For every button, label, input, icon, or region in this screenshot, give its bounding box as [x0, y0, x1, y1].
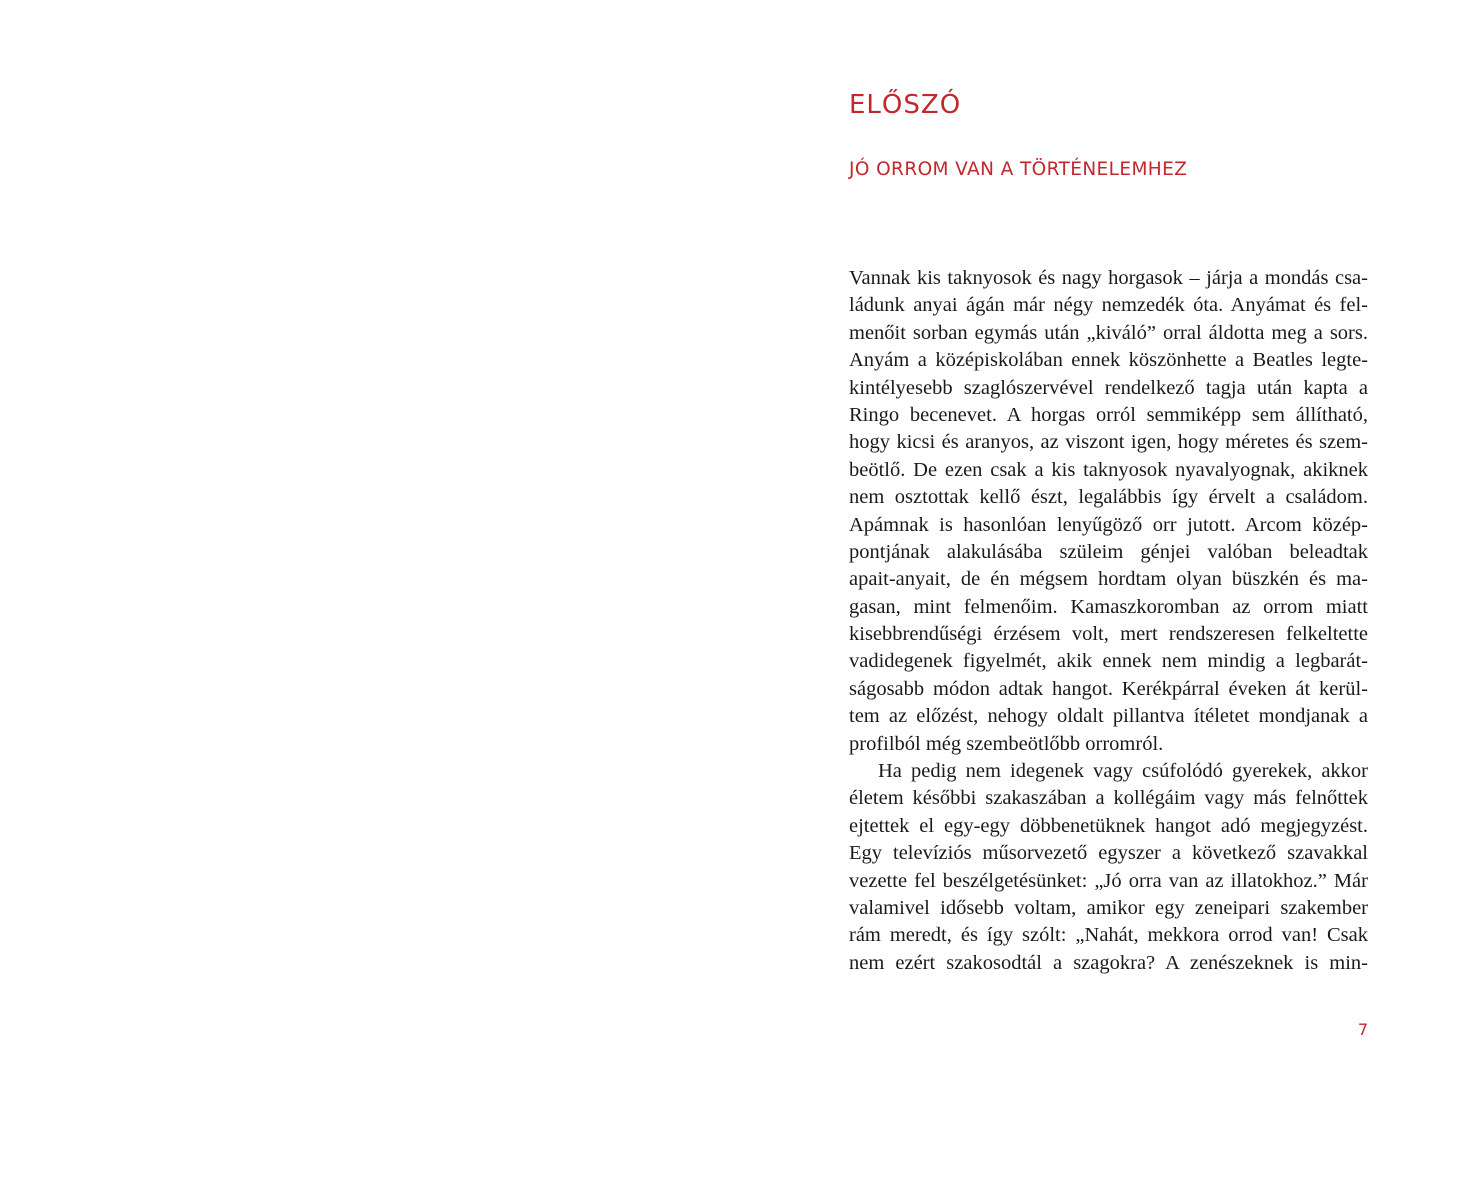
text-line: menőit sorban egymás után „kiváló” orral áldotta meg a sors.	[849, 321, 1368, 344]
right-page	[738, 0, 1477, 1182]
left-page-blank	[0, 0, 738, 1182]
text-line: beötlő. De ezen csak a kis taknyosok nyavalyognak, akiknek	[849, 458, 1368, 481]
text-line: pontjának alakulásába szüleim génjei valóban beleadtak	[849, 540, 1368, 563]
text-line: kisebbrendűségi érzésem volt, mert rendszeresen felkeltette	[849, 623, 1368, 646]
text-line: apait-anyait, de én mégsem hordtam olyan büszkén és ma-	[849, 568, 1368, 591]
text-line: ládunk anyai ágán már négy nemzedék óta. Anyámat és fel-	[849, 294, 1368, 317]
text-line: életem későbbi szakaszában a kollégáim vagy más felnőttek	[849, 787, 1368, 810]
text-line: Vannak kis taknyosok és nagy horgasok – járja a mondás csa-	[849, 267, 1368, 289]
paragraph-last-line: profilból még szembeötlőbb orromról.	[849, 732, 1164, 755]
chapter-subtitle: JÓ ORROM VAN A TÖRTÉNELEMHEZ	[849, 159, 1188, 180]
page-number: 7	[1357, 1020, 1368, 1039]
text-line: gasan, mint felmenőim. Kamaszkoromban az orrom miatt	[849, 595, 1368, 618]
text-line: vadidegenek figyelmét, akik ennek nem mindig a legbarát-	[849, 650, 1368, 673]
paragraph-first-line: Ha pedig nem idegenek vagy csúfolódó gyerekek, akkor	[878, 760, 1368, 783]
text-line: nem osztottak kellő észt, legalábbis így érvelt a családom.	[849, 486, 1368, 509]
text-line: kintélyesebb szaglószervével rendelkező tagja után kapta a	[849, 376, 1368, 399]
text-line: Apámnak is hasonlóan lenyűgöző orr jutott. Arcom közép-	[849, 513, 1368, 536]
text-line: hogy kicsi és aranyos, az viszont igen, hogy méretes és szem-	[849, 431, 1368, 454]
text-line: rám meredt, és így szólt: „Nahát, mekkora orrod van! Csak	[849, 924, 1368, 947]
text-line: ságosabb módon adtak hangot. Kerékpárral éveken át kerül-	[849, 677, 1368, 700]
text-line: Ringo becenevet. A horgas orról semmiképp sem állítható,	[849, 403, 1368, 426]
text-line: ejtettek el egy-egy döbbenetüknek hangot adó megjegyzést.	[849, 814, 1368, 837]
text-line: valamivel idősebb voltam, amikor egy zeneipari szakember	[849, 896, 1368, 919]
text-line: nem ezért szakosodtál a szagokra? A zenészeknek is min-	[849, 951, 1368, 974]
text-line: tem az előzést, nehogy oldalt pillantva ítéletet mondjanak a	[849, 705, 1368, 728]
chapter-title: ELŐSZÓ	[849, 90, 962, 120]
text-line: Anyám a középiskolában ennek köszönhette a Beatles legte-	[849, 349, 1368, 372]
text-line: vezette fel beszélgetésünket: „Jó orra van az illatokhoz.” Már	[849, 869, 1368, 892]
text-line: Egy televíziós műsorvezető egyszer a következő szavakkal	[849, 842, 1368, 865]
body-text	[849, 265, 1368, 977]
